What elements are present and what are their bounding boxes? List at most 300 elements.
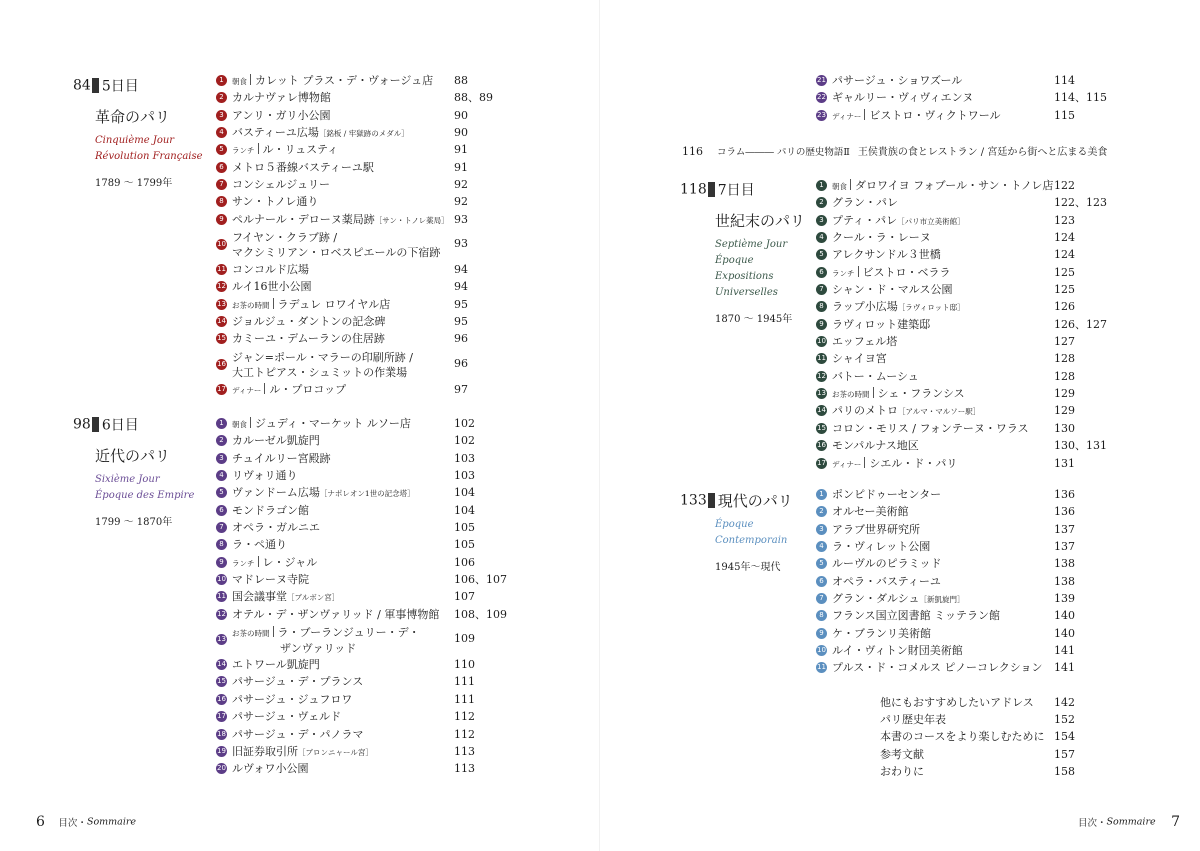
entry-number-badge: 23: [817, 110, 826, 119]
column-entry: [682, 143, 1107, 158]
toc-entry: [216, 519, 516, 536]
toc-entry: [816, 212, 1116, 229]
entry-name-block: [832, 368, 919, 385]
entry-subnote: ［ラヴィロット邸］: [897, 303, 965, 313]
entry-number-badge: 10: [217, 575, 226, 584]
left-footer: [36, 814, 136, 830]
toc-entry: [216, 107, 516, 124]
entry-name: コンコルド広場: [232, 263, 309, 277]
entry-page-ref: 113: [454, 762, 475, 776]
extra-name: パリ歴史年表: [880, 713, 946, 727]
entry-number-badge: 12: [217, 609, 226, 618]
right-page: [600, 0, 1200, 851]
entry-page-ref: 137: [1054, 540, 1075, 554]
entry-name-block: [232, 261, 309, 278]
toc-entry: [816, 402, 1116, 419]
entry-page-ref: 127: [1054, 335, 1075, 349]
entry-number-badge: 15: [817, 423, 826, 432]
entry-number-badge: 3: [216, 453, 227, 464]
section-years: 1789 〜 1799年: [95, 177, 173, 189]
entry-name: オテル・デ・ザンヴァリッド / 軍事博物館: [232, 607, 440, 621]
entry-name: ラ・ペ通り: [232, 538, 287, 552]
entry-page-ref: 90: [454, 108, 468, 122]
entry-page-ref: 92: [454, 178, 468, 192]
entry-page-ref: 104: [454, 503, 475, 517]
entry-name: カミーユ・デムーランの住居跡: [232, 332, 385, 346]
section-years: 1945年〜現代: [715, 562, 781, 573]
entry-page-ref: 103: [454, 469, 475, 483]
entry-name: パサージュ・ショワズール: [832, 74, 963, 87]
entry-number-badge: 11: [217, 592, 226, 601]
entry-name: パサージュ・ジュフロワ: [232, 692, 353, 706]
entry-number-badge: 17: [217, 712, 226, 721]
section-page-number: 98: [73, 416, 91, 433]
entry-name-block: [232, 141, 338, 159]
extra-page-ref: 154: [1054, 730, 1075, 744]
entry-page-ref: 108、109: [454, 607, 507, 621]
entry-name: オペラ・バスティーユ: [832, 574, 941, 588]
entry-name-block: [232, 296, 390, 314]
tag-separator: [864, 457, 865, 468]
entry-number-badge: 3: [816, 215, 827, 226]
entry-page-ref: 122、123: [1054, 196, 1107, 210]
entry-name-block: [832, 455, 957, 473]
entry-number-badge: 2: [816, 197, 827, 208]
column-page-number: 116: [682, 145, 703, 158]
entry-name-block: [832, 281, 952, 298]
toc-entry: [816, 385, 1116, 402]
entry-page-ref: 93: [454, 237, 468, 251]
toc-entry: [216, 313, 516, 330]
entry-number-badge: 15: [217, 677, 226, 686]
entry-tag: ランチ: [832, 268, 855, 278]
entry-name: プティ・パレ: [832, 213, 898, 227]
entry-name-block: [232, 432, 320, 449]
entry-name-block: [832, 486, 941, 503]
entry-number-badge: 6: [816, 267, 827, 278]
entry-number-badge: 8: [816, 301, 827, 312]
toc-entry: [216, 415, 516, 432]
entry-name-block: [232, 159, 374, 176]
toc-entry: [816, 281, 1116, 298]
entry-page-ref: 140: [1054, 626, 1075, 640]
entry-name-block: [232, 588, 339, 606]
entry-name: シエル・ド・パリ: [869, 456, 958, 470]
toc-entry: [216, 176, 516, 193]
entry-number-badge: 13: [817, 389, 826, 398]
entry-name-block: [832, 212, 965, 230]
section-title: 革命のパリ: [95, 107, 171, 126]
entry-page-ref: 124: [1054, 231, 1075, 245]
entry-name-block: [832, 420, 1029, 437]
entry-number-badge: 17: [217, 384, 226, 393]
entry-name: ペルナール・デローヌ薬局跡: [232, 212, 375, 226]
entry-name: ジャン=ポール・マラーの印刷所跡 /: [232, 350, 413, 364]
entry-name: パサージュ・ヴェルド: [232, 710, 342, 724]
toc-entry: [816, 72, 1116, 89]
section-day: 7日目: [717, 182, 755, 199]
extra-name: おわりに: [880, 764, 924, 778]
entry-page-ref: 115: [1054, 108, 1075, 122]
entry-number-badge: 5: [216, 487, 227, 498]
toc-entry: [216, 159, 516, 176]
entry-name: モンドラゴン館: [232, 503, 309, 517]
entry-name: ラ・ヴィレット公園: [832, 540, 931, 554]
toc-entry: [216, 588, 516, 605]
entry-tag: ランチ: [232, 558, 255, 568]
entry-name: フランス国立図書館 ミッテラン館: [832, 609, 1000, 623]
entry-page-ref: 102: [454, 417, 475, 430]
entry-number-badge: 1: [816, 180, 827, 191]
toc-entry: [216, 348, 516, 381]
section-page-number: 133: [680, 492, 707, 509]
column-text: 王侯貴族の食とレストラン / 宮廷から街へと広まる美食: [857, 147, 1108, 158]
entry-name: ラデュレ ロワイヤル店: [277, 297, 391, 311]
entry-name: アラブ世界研究所: [832, 522, 920, 536]
entry-number-badge: 11: [217, 265, 226, 274]
entry-page-ref: 107: [454, 590, 475, 604]
toc-entry: [216, 72, 516, 89]
toc-entry: [816, 333, 1116, 350]
entry-page-ref: 106: [454, 555, 475, 569]
entry-page-ref: 128: [1054, 369, 1075, 383]
toc-entry: [816, 590, 1116, 607]
french-line: Expositions: [715, 270, 774, 282]
entry-name: バスティーユ広場: [232, 126, 319, 140]
entry-name-block: [232, 467, 298, 484]
entry-name: ビストロ・ベララ: [862, 265, 951, 279]
entry-page-ref: 102: [454, 434, 475, 448]
entry-name: サン・トノレ通り: [232, 195, 319, 209]
entry-name: エッフェル塔: [832, 335, 898, 349]
entry-page-ref: 129: [1054, 387, 1075, 401]
entry-name: フイヤン・クラブ跡 /: [232, 231, 338, 245]
entry-name-block: [232, 656, 320, 673]
toc-entry: [816, 107, 1116, 124]
tag-separator: [850, 179, 851, 190]
entry-name-block: [832, 402, 980, 420]
entry-name: カレット プラス・デ・ヴォージュ店: [255, 74, 434, 87]
toc-entry: [816, 177, 1116, 194]
toc-entry: [216, 124, 516, 141]
toc-entry: [216, 296, 516, 313]
entry-name-block: [232, 484, 415, 502]
toc-entry: [216, 450, 516, 467]
toc-entry: [216, 381, 516, 398]
french-line: Universelles: [715, 286, 778, 298]
entry-page-ref: 128: [1054, 352, 1075, 366]
entry-number-badge: 2: [216, 435, 227, 446]
entry-page-ref: 105: [454, 521, 475, 535]
entry-number-badge: 16: [817, 441, 826, 450]
entry-page-ref: 114、115: [1054, 91, 1107, 105]
entry-name: ル・リュスティ: [262, 143, 339, 157]
entry-name: ジョルジュ・ダントンの記念碑: [232, 315, 386, 329]
entry-number-badge: 7: [216, 179, 227, 190]
entry-name: 旧証券取引所: [232, 744, 298, 758]
extra-entry: [880, 746, 1080, 763]
entry-name-block: [232, 124, 409, 142]
entry-name: ルーヴルのピラミッド: [832, 557, 942, 571]
entry-page-ref: 141: [1054, 661, 1075, 675]
toc-entry: [816, 264, 1116, 281]
entry-name: ラップ小広場: [832, 300, 898, 314]
column-label: コラム――― パリの歴史物語Ⅱ: [717, 147, 850, 158]
entry-name: クール・ラ・レーヌ: [832, 231, 931, 245]
entry-page-ref: 141: [1054, 644, 1075, 658]
entry-name: 国会議事堂: [232, 590, 287, 604]
toc-entry: [816, 298, 1116, 315]
entry-name: ル・プロコップ: [269, 382, 347, 396]
toc-entry: [816, 420, 1116, 437]
footer-title-script: Sommaire: [1106, 816, 1156, 828]
entry-page-ref: 136: [1054, 505, 1075, 519]
entry-name-block: [832, 385, 965, 403]
section-header-day5: [73, 75, 203, 189]
entry-name: コロン・モリス / フォンテーヌ・ワラス: [832, 421, 1029, 435]
extra-name: 参考文献: [880, 747, 924, 761]
toc-entry: [816, 521, 1116, 538]
tag-separator: [258, 556, 259, 567]
entry-page-ref: 140: [1054, 609, 1075, 623]
entry-name-block: [232, 760, 309, 777]
section-marker: [92, 78, 99, 93]
entry-page-ref: 113: [454, 744, 475, 758]
entry-number-badge: 3: [216, 110, 227, 121]
entry-name: ケ・ブランリ美術館: [832, 626, 931, 640]
section-marker: [708, 182, 715, 197]
section-years: 1870 〜 1945年: [715, 313, 793, 325]
toc-entry: [816, 486, 1116, 503]
entry-name-block: [832, 573, 941, 590]
entry-name: ダロワイヨ フォブール・サン・トノレ店: [855, 179, 1054, 192]
entry-page-ref: 112: [454, 710, 475, 724]
entry-page-ref: 90: [454, 126, 468, 140]
tag-separator: [864, 109, 865, 120]
toc-entry: [216, 571, 516, 588]
toc-entry: [816, 538, 1116, 555]
entry-number-badge: 20: [217, 764, 226, 773]
entry-name-block: [832, 350, 887, 367]
extra-page-ref: 157: [1054, 747, 1075, 761]
entry-name-block: [832, 642, 963, 659]
extra-entry: [880, 728, 1080, 745]
entry-name-block: [832, 590, 965, 608]
entry-name: ヴァンドーム広場: [232, 486, 320, 500]
entry-number-badge: 18: [217, 729, 226, 738]
entry-number-badge: 10: [217, 240, 226, 249]
toc-entry: [816, 246, 1116, 263]
entry-number-badge: 8: [216, 539, 227, 550]
list-modern: [816, 486, 1116, 677]
entry-number-badge: 8: [216, 196, 227, 207]
section-page-number: 84: [73, 77, 91, 94]
entry-page-ref: 130、131: [1054, 439, 1107, 453]
french-line: Époque: [715, 254, 754, 266]
entry-name: グラン・ダルシュ: [832, 592, 920, 606]
entry-number-badge: 22: [817, 93, 826, 102]
entry-page-ref: 123: [1054, 213, 1075, 227]
list-day6: [216, 415, 516, 778]
entry-name: マドレーヌ寺院: [232, 573, 309, 587]
entry-name: アレクサンドル３世橋: [832, 248, 941, 262]
extra-entry: [880, 711, 1080, 728]
footer-title: 目次・: [58, 818, 87, 829]
section-header-day6: [73, 414, 194, 528]
french-line: Révolution Française: [95, 150, 203, 162]
entry-name-block: [832, 246, 941, 263]
entry-page-ref: 126: [1054, 300, 1075, 314]
entry-name: グラン・パレ: [832, 196, 898, 210]
entry-number-badge: 14: [817, 406, 826, 415]
entry-name-block: [232, 381, 346, 399]
entry-name: チュイルリー宮殿跡: [232, 451, 331, 465]
entry-name: オペラ・ガルニエ: [232, 521, 320, 535]
toc-entry: [816, 455, 1116, 472]
toc-entry: [816, 659, 1116, 676]
section-french-subtitle: [73, 133, 203, 165]
entry-name-block: [232, 673, 363, 690]
entry-page-ref: 114: [1054, 74, 1075, 87]
entry-name: アンリ・ガリ小公園: [232, 108, 331, 122]
entry-name: ビストロ・ヴィクトワール: [869, 108, 1001, 122]
entry-name: ラ・ブーランジュリー・デ・: [277, 626, 420, 640]
entry-name-block: [232, 72, 433, 90]
list-day6-continued: [816, 72, 1116, 124]
entry-name: シャイヨ宮: [832, 352, 887, 366]
entry-subnote: ［ブロンニャール宮］: [298, 747, 373, 757]
toc-entry: [216, 726, 516, 743]
entry-name: シャン・ド・マルス公園: [832, 283, 953, 297]
section-title: 世紀末のパリ: [715, 211, 806, 230]
footer-page-number: 6: [36, 814, 45, 830]
entry-page-ref: 103: [454, 451, 475, 465]
entry-subnote: ［ナポレオン1世の記念塔］: [319, 489, 415, 499]
entry-name-line2: 大工トピアス・シュミットの作業場: [232, 365, 408, 379]
entry-name-block: [232, 313, 385, 330]
toc-entry: [816, 368, 1116, 385]
entry-page-ref: 96: [454, 332, 468, 346]
section-marker: [708, 493, 715, 508]
entry-number-badge: 5: [216, 144, 227, 155]
entry-page-ref: 136: [1054, 488, 1075, 501]
entry-page-ref: 95: [454, 297, 468, 311]
section-years: 1799 〜 1870年: [95, 516, 173, 528]
french-line: Époque des Empire: [95, 489, 195, 501]
entry-page-ref: 88: [454, 74, 468, 87]
toc-entry: [216, 141, 516, 158]
section-day: 6日目: [101, 417, 139, 434]
toc-entry: [216, 193, 516, 210]
entry-number-badge: 8: [816, 610, 827, 621]
entry-number-badge: 10: [817, 646, 826, 655]
tag-separator: [250, 417, 251, 428]
entry-number-badge: 12: [217, 282, 226, 291]
extra-entry: [880, 763, 1080, 780]
entry-number-badge: 13: [217, 299, 226, 308]
section-header-day7: [680, 179, 805, 325]
entry-name: レ・ジャル: [262, 555, 318, 569]
entry-name: プルス・ド・コメルス ピノーコレクション: [832, 661, 1043, 675]
entry-tag: ディナー: [832, 459, 862, 469]
list-day7: [816, 177, 1116, 472]
entry-name-block: [832, 437, 919, 454]
entry-page-ref: 137: [1054, 522, 1075, 536]
section-page-number: 118: [680, 181, 707, 198]
entry-name-block: [232, 89, 331, 106]
entry-page-ref: 122: [1054, 179, 1075, 192]
entry-name-block: [232, 571, 309, 588]
entry-name-block: [832, 503, 909, 520]
toc-entry: [216, 484, 516, 501]
section-french-subtitle: [680, 237, 805, 301]
entry-name-block: [232, 176, 330, 193]
entry-number-badge: 7: [816, 593, 827, 604]
toc-entry: [816, 642, 1116, 659]
entry-page-ref: 109: [454, 632, 475, 646]
toc-entry: [216, 554, 516, 571]
entry-number-badge: 3: [816, 524, 827, 535]
section-title: 近代のパリ: [95, 446, 171, 465]
entry-number-badge: 6: [216, 505, 227, 516]
entry-name-block: [232, 193, 318, 210]
entry-name-block: [832, 107, 1001, 125]
entry-name-block: [832, 177, 1053, 195]
entry-name-block: [232, 708, 341, 725]
french-line: Cinquième Jour: [95, 134, 175, 146]
toc-entry: [216, 467, 516, 484]
entry-name-block: [832, 229, 931, 246]
entry-number-badge: 19: [217, 746, 226, 755]
entry-page-ref: 104: [454, 486, 475, 500]
entry-name: ルヴォワ小公園: [232, 762, 309, 776]
entry-page-ref: 139: [1054, 592, 1075, 606]
entry-number-badge: 1: [816, 489, 827, 500]
entry-number-badge: 10: [817, 337, 826, 346]
toc-entry: [816, 503, 1116, 520]
toc-entry: [216, 278, 516, 295]
entry-page-ref: 131: [1054, 456, 1075, 470]
entry-page-ref: 96: [454, 356, 468, 370]
tag-separator: [264, 383, 265, 394]
entry-number-badge: 13: [217, 635, 226, 644]
extra-page-ref: 152: [1054, 713, 1075, 727]
footer-title: 目次・: [1078, 818, 1107, 829]
section-title: 現代のパリ: [717, 492, 793, 510]
entry-page-ref: 106、107: [454, 573, 507, 587]
entry-name: ルイ・ヴィトン財団美術館: [832, 644, 963, 658]
entry-page-ref: 130: [1054, 421, 1075, 435]
toc-entry: [216, 623, 516, 656]
entry-name-line2: ザンヴァリッド: [280, 642, 357, 656]
french-line: Septième Jour: [715, 238, 788, 250]
entry-tag: お茶の時間: [832, 390, 870, 400]
section-french-subtitle: [73, 472, 194, 504]
entry-tag: ディナー: [232, 385, 262, 395]
entry-name-block: [832, 521, 920, 538]
list-extras: [880, 694, 1080, 780]
entry-name: ラヴィロット建築邸: [832, 317, 931, 331]
entry-name: オルセー美術館: [832, 505, 909, 519]
entry-page-ref: 126、127: [1054, 317, 1107, 331]
entry-name-block: [232, 726, 364, 743]
entry-number-badge: 17: [817, 458, 826, 467]
entry-page-ref: 125: [1054, 283, 1075, 297]
entry-name: メトロ５番線バスティーユ駅: [232, 160, 374, 174]
entry-number-badge: 11: [817, 354, 826, 363]
entry-tag: 朝食: [232, 420, 247, 429]
toc-entry: [816, 607, 1116, 624]
